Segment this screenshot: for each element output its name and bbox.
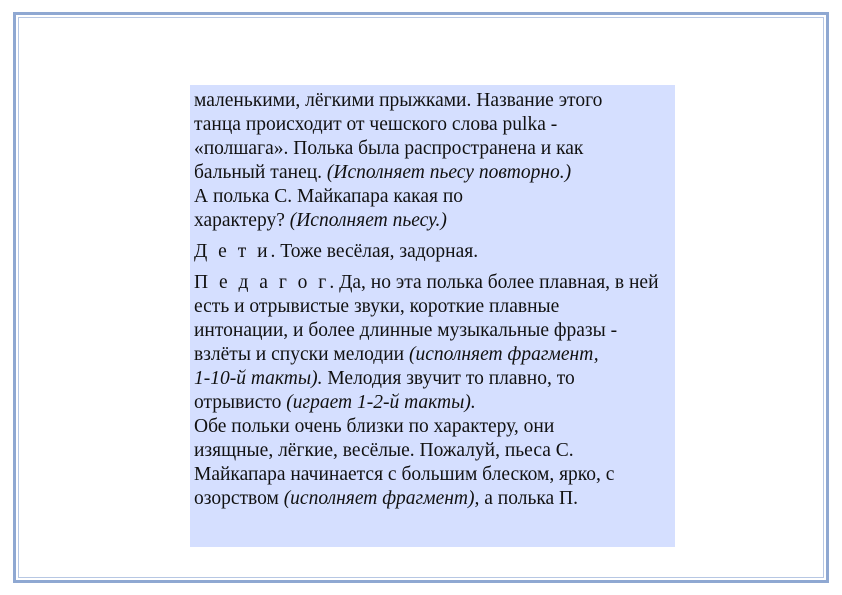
stage-direction: (исполняет фрагмент, <box>408 344 599 365</box>
text-line <box>194 487 671 511</box>
text-segment: озорством <box>194 488 284 509</box>
text-block <box>190 85 675 547</box>
text-line <box>194 240 671 264</box>
text-line <box>194 367 671 391</box>
stage-direction: (исполняет фрагмент), <box>283 488 480 509</box>
stage-direction: (Исполняет пьесу повторно.) <box>326 162 572 183</box>
text-segment: Майкапара начинается с большим блеском, ярко, с <box>194 464 615 485</box>
text-segment: Обе польки очень близки по характеру, они <box>194 416 555 437</box>
text-line <box>194 137 671 161</box>
paragraph <box>194 240 671 264</box>
text-line <box>194 295 671 319</box>
text-segment: взлёты и спуски мелодии <box>194 344 409 365</box>
text-segment: . Тоже весёлая, задорная. <box>270 241 479 262</box>
text-segment: отрывисто <box>194 392 287 413</box>
text-line <box>194 161 671 185</box>
text-line <box>194 271 671 295</box>
text-line <box>194 391 671 415</box>
text-segment: . Да, но эта полька более плавная, в ней <box>329 272 659 293</box>
speaker-name: П е д а г о г <box>194 272 330 293</box>
text-line <box>194 343 671 367</box>
text-segment: изящные, лёгкие, весёлые. Пожалуй, пьеса С. <box>194 440 574 461</box>
text-line <box>194 463 671 487</box>
text-line <box>194 209 671 233</box>
speaker-name: Д е т и <box>194 241 271 262</box>
text-segment: а полька П. <box>479 488 578 509</box>
text-line <box>194 439 671 463</box>
text-segment: бальный танец. <box>194 162 327 183</box>
text-line <box>194 319 671 343</box>
text-line <box>194 415 671 439</box>
stage-direction: 1-10-й такты). <box>194 368 323 389</box>
text-segment: есть и отрывистые звуки, короткие плавные <box>194 296 560 317</box>
text-segment: Мелодия звучит то плавно, то <box>322 368 575 389</box>
paragraph <box>194 89 671 233</box>
text-line <box>194 113 671 137</box>
text-segment: маленькими, лёгкими прыжками. Название этого <box>194 90 603 111</box>
stage-direction: (Исполняет пьесу.) <box>289 210 447 231</box>
text-segment: характеру? <box>194 210 290 231</box>
text-segment: интонации, и более длинные музыкальные фразы - <box>194 320 618 341</box>
paragraph <box>194 271 671 511</box>
text-segment: А полька С. Майкапара какая по <box>194 186 464 207</box>
text-segment: танца происходит от чешского слова pulka - <box>194 114 558 135</box>
text-segment: «полшага». Полька была распространена и как <box>194 138 584 159</box>
text-line <box>194 89 671 113</box>
stage-direction: (играет 1-2-й такты). <box>286 392 476 413</box>
text-line <box>194 185 671 209</box>
